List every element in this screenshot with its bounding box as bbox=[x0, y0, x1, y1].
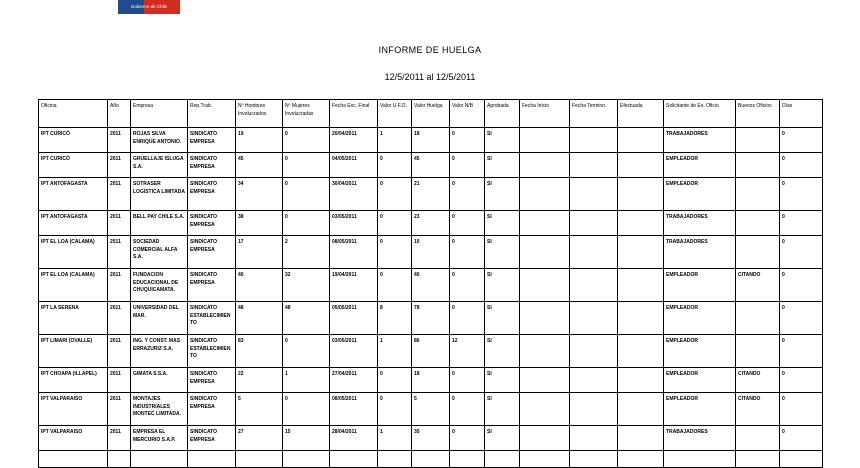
table-cell: SI bbox=[485, 178, 520, 211]
table-cell: 15 bbox=[283, 426, 330, 451]
table-header-row bbox=[39, 100, 823, 128]
table-cell bbox=[330, 451, 378, 468]
table-cell: IPT ANTOFAGASTA bbox=[39, 211, 108, 236]
table-cell: IPT CURICÓ bbox=[39, 153, 108, 178]
table-cell: GIMATA S.S.A. bbox=[131, 368, 188, 393]
table-cell bbox=[618, 178, 664, 211]
table-cell: 0 bbox=[378, 153, 412, 178]
table-cell: 08/05/2011 bbox=[330, 393, 378, 426]
table-cell: SINDICATO ESTABLECIMIENTO bbox=[188, 302, 236, 335]
table-cell bbox=[618, 302, 664, 335]
table-cell: 12 bbox=[450, 335, 485, 368]
table-cell: EMPLEADOR bbox=[664, 153, 736, 178]
table-row bbox=[39, 211, 823, 236]
table-cell: CITANDO bbox=[736, 393, 780, 426]
table-cell: 2011 bbox=[108, 368, 131, 393]
table-cell: 2011 bbox=[108, 426, 131, 451]
table-cell: 40 bbox=[412, 269, 450, 302]
table-cell: 0 bbox=[283, 128, 330, 153]
table-cell bbox=[520, 153, 570, 178]
table-row bbox=[39, 368, 823, 393]
table-cell: 30/04/2011 bbox=[330, 178, 378, 211]
table-cell: 34 bbox=[236, 178, 283, 211]
table-cell: SOTRASER LOGISTICA LIMITADA bbox=[131, 178, 188, 211]
table-cell: 23 bbox=[412, 211, 450, 236]
table-cell: 2011 bbox=[108, 393, 131, 426]
table-cell bbox=[188, 451, 236, 468]
table-row bbox=[39, 153, 823, 178]
table-cell: 0 bbox=[283, 393, 330, 426]
table-cell: SI bbox=[485, 128, 520, 153]
report-date-range: 12/5/2011 al 12/5/2011 bbox=[384, 72, 476, 82]
table-cell: CITANDO bbox=[736, 269, 780, 302]
table-cell bbox=[485, 451, 520, 468]
table-cell: 0 bbox=[450, 128, 485, 153]
table-cell bbox=[618, 335, 664, 368]
table-cell: 83 bbox=[236, 335, 283, 368]
table-cell bbox=[520, 211, 570, 236]
table-cell bbox=[780, 451, 823, 468]
table-cell bbox=[736, 236, 780, 269]
column-header: Fecha Termino bbox=[570, 100, 618, 128]
column-header: Valor U.F.O. bbox=[378, 100, 412, 128]
table-row bbox=[39, 335, 823, 368]
table-cell bbox=[618, 393, 664, 426]
table-cell: 17 bbox=[236, 236, 283, 269]
table-cell: 0 bbox=[450, 302, 485, 335]
table-cell: IPT EL LOA (CALAMA) bbox=[39, 236, 108, 269]
table-row bbox=[39, 426, 823, 451]
table-cell bbox=[618, 426, 664, 451]
table-cell: 45 bbox=[236, 153, 283, 178]
table-cell: CITANDO bbox=[736, 368, 780, 393]
table-cell: SINDICATO EMPRESA bbox=[188, 368, 236, 393]
table-row bbox=[39, 178, 823, 211]
table-cell: SINDICATO EMPRESA bbox=[188, 269, 236, 302]
table-cell: 27/04/2011 bbox=[330, 368, 378, 393]
table-cell: 78 bbox=[412, 302, 450, 335]
table-cell: TRABAJADORES bbox=[664, 236, 736, 269]
table-cell: SI bbox=[485, 393, 520, 426]
column-header: Valor Huelga bbox=[412, 100, 450, 128]
table-cell: 1 bbox=[378, 426, 412, 451]
table-cell: TRABAJADORES bbox=[664, 211, 736, 236]
table-cell: SINDICATO EMPRESA bbox=[188, 393, 236, 426]
table-cell: 10 bbox=[412, 236, 450, 269]
table-cell bbox=[520, 451, 570, 468]
table-cell: 19/04/2011 bbox=[330, 269, 378, 302]
table-cell: 0 bbox=[378, 178, 412, 211]
table-cell: GRUELLAJE ISLUGA S.A. bbox=[131, 153, 188, 178]
strike-report-table bbox=[38, 99, 823, 468]
table-cell: SOCIEDAD COMERCIAL ALFA S.A. bbox=[131, 236, 188, 269]
table-cell bbox=[520, 269, 570, 302]
table-cell: SI bbox=[485, 302, 520, 335]
table-cell: 2011 bbox=[108, 128, 131, 153]
table-cell: 0 bbox=[378, 269, 412, 302]
table-cell: EMPLEADOR bbox=[664, 335, 736, 368]
table-cell: EMPLEADOR bbox=[664, 302, 736, 335]
table-cell bbox=[570, 269, 618, 302]
table-cell bbox=[736, 302, 780, 335]
table-cell bbox=[520, 178, 570, 211]
table-cell: BELL PAY CHILE S.A. bbox=[131, 211, 188, 236]
table-cell: 0 bbox=[450, 269, 485, 302]
table-cell: 19 bbox=[236, 128, 283, 153]
table-cell: 27 bbox=[236, 426, 283, 451]
table-cell: 04/05/2011 bbox=[330, 153, 378, 178]
table-cell: SINDICATO EMPRESA bbox=[188, 211, 236, 236]
table-cell: SINDICATO EMPRESA bbox=[188, 153, 236, 178]
table-cell bbox=[520, 335, 570, 368]
table-cell: 5 bbox=[236, 393, 283, 426]
table-cell: 0 bbox=[378, 236, 412, 269]
table-cell bbox=[736, 426, 780, 451]
table-cell: 0 bbox=[450, 153, 485, 178]
table-cell: ROJAS SILVA ENRIQUE ANTONIO. bbox=[131, 128, 188, 153]
table-cell: 0 bbox=[283, 153, 330, 178]
table-cell: 45 bbox=[412, 153, 450, 178]
table-cell: SINDICATO EMPRESA bbox=[188, 178, 236, 211]
table-cell: 20/04/2011 bbox=[330, 128, 378, 153]
table-cell: IPT EL LOA (CALAMA) bbox=[39, 269, 108, 302]
table-cell bbox=[736, 153, 780, 178]
table-cell bbox=[736, 211, 780, 236]
table-cell: 32 bbox=[283, 269, 330, 302]
table-cell: SI bbox=[485, 335, 520, 368]
table-cell: 0 bbox=[450, 368, 485, 393]
table-cell: 2011 bbox=[108, 153, 131, 178]
table-cell bbox=[412, 451, 450, 468]
table-cell: 48 bbox=[236, 302, 283, 335]
table-cell: 0 bbox=[780, 269, 823, 302]
table-cell: 03/05/2011 bbox=[330, 211, 378, 236]
table-cell bbox=[736, 178, 780, 211]
table-cell bbox=[570, 451, 618, 468]
table-cell: 0 bbox=[378, 368, 412, 393]
table-cell: EMPLEADOR bbox=[664, 269, 736, 302]
table-cell: 35 bbox=[412, 426, 450, 451]
table-cell: SINDICATO EMPRESA bbox=[188, 426, 236, 451]
table-cell: ING. Y CONST. MAS ERRAZURIZ S.A. bbox=[131, 335, 188, 368]
table-cell: 03/05/2011 bbox=[330, 335, 378, 368]
table-cell bbox=[236, 451, 283, 468]
table-cell: 28/04/2011 bbox=[330, 426, 378, 451]
table-cell: 0 bbox=[450, 236, 485, 269]
table-cell: IPT LIMARI (OVALLE) bbox=[39, 335, 108, 368]
table-cell: 18 bbox=[412, 368, 450, 393]
table-cell bbox=[570, 236, 618, 269]
table-cell: 0 bbox=[780, 153, 823, 178]
table-cell: 0 bbox=[283, 178, 330, 211]
table-cell: 2011 bbox=[108, 302, 131, 335]
table-row bbox=[39, 302, 823, 335]
column-header: Oficina bbox=[39, 100, 108, 128]
table-cell: 1 bbox=[378, 128, 412, 153]
column-header: Nº Hombres Involucrados bbox=[236, 100, 283, 128]
table-cell: 48 bbox=[283, 302, 330, 335]
table-cell: 21 bbox=[412, 178, 450, 211]
table-cell bbox=[520, 393, 570, 426]
table-cell bbox=[450, 451, 485, 468]
table-cell: SINDICATO EMPRESA bbox=[188, 128, 236, 153]
table-cell: 0 bbox=[450, 178, 485, 211]
table-cell: SI bbox=[485, 153, 520, 178]
table-cell bbox=[570, 211, 618, 236]
table-cell bbox=[736, 451, 780, 468]
table-cell: 40 bbox=[236, 269, 283, 302]
table-cell: IPT CURICÓ bbox=[39, 128, 108, 153]
table-row bbox=[39, 128, 823, 153]
table-cell bbox=[618, 128, 664, 153]
table-cell bbox=[570, 128, 618, 153]
table-cell bbox=[736, 335, 780, 368]
table-cell: TRABAJADORES bbox=[664, 426, 736, 451]
table-cell bbox=[618, 451, 664, 468]
table-cell: 0 bbox=[780, 178, 823, 211]
table-cell: 0 bbox=[780, 236, 823, 269]
table-cell: 0 bbox=[780, 368, 823, 393]
table-cell: 18 bbox=[412, 128, 450, 153]
gobierno-logo bbox=[118, 0, 180, 14]
table-cell bbox=[570, 426, 618, 451]
table-cell: 0 bbox=[283, 211, 330, 236]
column-header: Fecha Inicio bbox=[520, 100, 570, 128]
table-cell bbox=[39, 451, 108, 468]
table-cell: 08/05/2011 bbox=[330, 236, 378, 269]
table-cell: EMPLEADOR bbox=[664, 178, 736, 211]
table-cell bbox=[570, 178, 618, 211]
table-cell: IPT LA SERENA bbox=[39, 302, 108, 335]
table-cell: IPT VALPARAISO bbox=[39, 393, 108, 426]
table-cell bbox=[570, 302, 618, 335]
table-cell: 38 bbox=[236, 211, 283, 236]
table-cell: 86 bbox=[412, 335, 450, 368]
column-header: Buenos Oficios bbox=[736, 100, 780, 128]
table-cell bbox=[520, 426, 570, 451]
table-cell: 0 bbox=[780, 393, 823, 426]
table-cell bbox=[570, 368, 618, 393]
column-header: Rep.Trab. bbox=[188, 100, 236, 128]
table-cell: 0 bbox=[450, 393, 485, 426]
table-cell: IPT CHOAPA (ILLAPEL) bbox=[39, 368, 108, 393]
table-cell bbox=[520, 236, 570, 269]
table-cell: SINDICATO ESTABLECIMIENTO bbox=[188, 335, 236, 368]
table-cell: 0 bbox=[450, 426, 485, 451]
table-cell: 2011 bbox=[108, 236, 131, 269]
table-cell: 22 bbox=[236, 368, 283, 393]
table-cell: EMPLEADOR bbox=[664, 368, 736, 393]
table-row bbox=[39, 393, 823, 426]
column-header: Efectuada bbox=[618, 100, 664, 128]
table-cell: IPT ANTOFAGASTA bbox=[39, 178, 108, 211]
table-cell: 0 bbox=[780, 302, 823, 335]
table-cell: 2011 bbox=[108, 335, 131, 368]
table-row bbox=[39, 269, 823, 302]
table-cell: 0 bbox=[378, 393, 412, 426]
table-cell bbox=[618, 153, 664, 178]
table-cell: 0 bbox=[780, 211, 823, 236]
table-cell: 0 bbox=[780, 128, 823, 153]
table-cell bbox=[570, 393, 618, 426]
table-cell: SINDICATO EMPRESA bbox=[188, 236, 236, 269]
table-cell: MONTAJES INDUSTRIALES MONTEC LIMITADA. bbox=[131, 393, 188, 426]
table-cell: 0 bbox=[378, 211, 412, 236]
column-header: Días bbox=[780, 100, 823, 128]
table-cell: SI bbox=[485, 211, 520, 236]
table-cell: 2011 bbox=[108, 178, 131, 211]
report-title: INFORME DE HUELGA bbox=[378, 45, 482, 55]
table-cell bbox=[664, 451, 736, 468]
table-cell: UNIVERSIDAD DEL MAR. bbox=[131, 302, 188, 335]
column-header: Fecha Exc. Final bbox=[330, 100, 378, 128]
table-cell: FUNDACION EDUCACIONAL DE CHUQUICAMATA. bbox=[131, 269, 188, 302]
table-cell: SI bbox=[485, 269, 520, 302]
table-cell: SI bbox=[485, 236, 520, 269]
column-header: Valor N/B bbox=[450, 100, 485, 128]
table-cell bbox=[618, 211, 664, 236]
table-cell bbox=[618, 236, 664, 269]
column-header: Año bbox=[108, 100, 131, 128]
table-cell: 05/05/2011 bbox=[330, 302, 378, 335]
table-cell: 1 bbox=[283, 368, 330, 393]
table-cell: 0 bbox=[283, 335, 330, 368]
table-cell bbox=[520, 128, 570, 153]
table-cell bbox=[131, 451, 188, 468]
table-cell: EMPRESA EL MERCURIO S.A.P. bbox=[131, 426, 188, 451]
table-cell: 2011 bbox=[108, 211, 131, 236]
table-cell bbox=[618, 269, 664, 302]
table-cell: 5 bbox=[412, 393, 450, 426]
table-cell bbox=[570, 335, 618, 368]
table-cell: SI bbox=[485, 426, 520, 451]
table-cell: 8 bbox=[378, 302, 412, 335]
table-cell: TRABAJADORES bbox=[664, 128, 736, 153]
table-cell: EMPLEADOR bbox=[664, 393, 736, 426]
table-cell bbox=[618, 368, 664, 393]
column-header: Solicitante de Ex. Oficio bbox=[664, 100, 736, 128]
column-header: Empresa bbox=[131, 100, 188, 128]
table-cell: SI bbox=[485, 368, 520, 393]
table-cell bbox=[378, 451, 412, 468]
table-cell: IPT VALPARAISO bbox=[39, 426, 108, 451]
table-row bbox=[39, 236, 823, 269]
table-cell bbox=[520, 302, 570, 335]
table-cell: 0 bbox=[780, 426, 823, 451]
table-cell bbox=[283, 451, 330, 468]
table-cell bbox=[108, 451, 131, 468]
column-header: Nº Mujeres Involucradas bbox=[283, 100, 330, 128]
table-cell: 0 bbox=[450, 211, 485, 236]
table-cell bbox=[736, 128, 780, 153]
table-cell: 2 bbox=[283, 236, 330, 269]
column-header: Aprobada bbox=[485, 100, 520, 128]
table-cell bbox=[520, 368, 570, 393]
table-cell: 2011 bbox=[108, 269, 131, 302]
table-cell: 1 bbox=[378, 335, 412, 368]
logo-text: Gobierno de Chile bbox=[130, 4, 168, 9]
table-cell bbox=[570, 153, 618, 178]
table-cell: 0 bbox=[780, 335, 823, 368]
table-row bbox=[39, 451, 823, 468]
